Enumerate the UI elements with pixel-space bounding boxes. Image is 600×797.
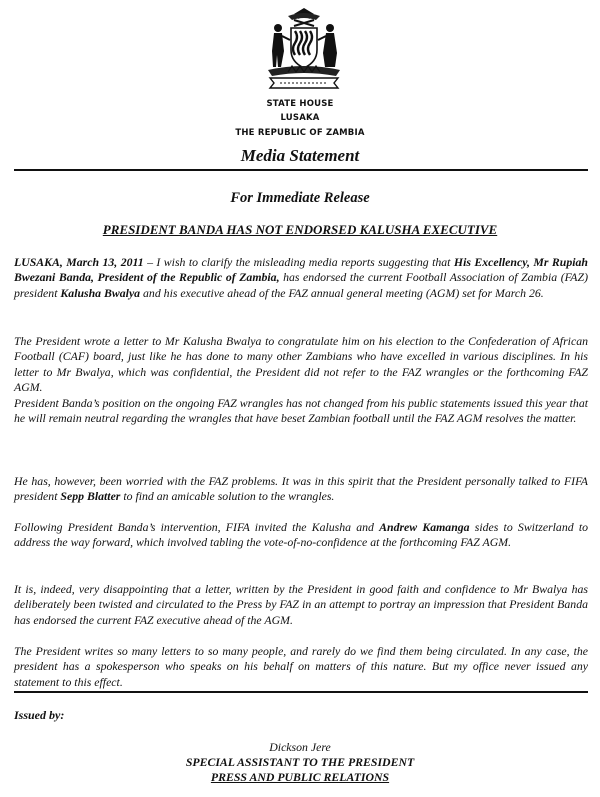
paragraph-1: LUSAKA, March 13, 2011 – I wish to clarify the misleading media reports suggesting that His Excellency, Mr Rupiah Bwezani Banda, President of the Republic of Zambia, has endorsed the current Football Association of Zambia (FAZ) president Kalusha Bwalya and his executive ahead of the FAZ annual general meeting (AGM) set for March 26.	[14, 255, 589, 300]
statement-headline: PRESIDENT BANDA HAS NOT ENDORSED KALUSHA EXECUTIVE	[102, 222, 498, 237]
release-label: For Immediate Release	[230, 190, 370, 206]
document-title: Media Statement	[240, 146, 360, 165]
signatory-position: SPECIAL ASSISTANT TO THE PRESIDENT	[185, 755, 415, 769]
country-label: THE REPUBLIC OF ZAMBIA	[235, 128, 365, 138]
signatory-department: PRESS AND PUBLIC RELATIONS	[210, 770, 390, 784]
state-house-label: STATE HOUSE	[266, 99, 334, 109]
signatory-name: Dickson Jere	[269, 740, 331, 754]
city-label: LUSAKA	[280, 113, 320, 123]
paragraph-7: The President writes so many letters to so many people, and rarely do we find them being circulated. In any case, the president has a spokesperson who speaks on his behalf on matters of this nature. But my office never issued any statement to this effect.	[14, 644, 588, 689]
dateline: LUSAKA, March 13, 2011	[14, 255, 144, 269]
paragraph-4: He has, however, been worried with the FAZ problems. It was in this spirit that the President personally talked to FIFA president Sepp Blatter to find an amicable solution to the wrangles.	[14, 474, 588, 504]
footer-divider	[14, 691, 588, 693]
paragraph-5: Following President Banda’s intervention, FIFA invited the Kalusha and Andrew Kamanga sides to Switzerland to address the way forward, which involved tabling the vote-of-no-confidence at the forthcoming FAZ AGM.	[14, 520, 588, 550]
paragraph-3: President Banda’s position on the ongoing FAZ wrangles has not changed from his public statements issued this year that he will remain neutral regarding the wrangles that have beset Zambian football until the FAZ AGM resolves the matter.	[14, 396, 588, 426]
title-divider	[14, 169, 588, 171]
president-name: His Excellency, Mr Rupiah Bwezani Banda, President of the Republic of Zambia,	[14, 255, 588, 285]
kalusha-name: Kalusha Bwalya	[60, 285, 141, 300]
paragraph-2: The President wrote a letter to Mr Kalusha Bwalya to congratulate him on his election to the Confederation of African Football (CAF) board, just like he has done to many other Zambians who have excelled in various disciplines. In his letter to Mr Bwalya, which was confidential, the President did not refer to the FAZ wrangles or the forthcoming FAZ AGM.	[14, 334, 588, 394]
blatter-name: Sepp Blatter	[60, 489, 121, 504]
paragraph-6: It is, indeed, very disappointing that a letter, written by the President in good faith and confidence to Mr Bwalya has deliberately been twisted and circulated to the Press by FAZ in an attempt to portray an impression that President Banda has endorsed the current FAZ executive ahead of the AGM.	[14, 582, 588, 627]
kamanga-name: Andrew Kamanga	[379, 520, 470, 534]
zambia-coat-of-arms-icon	[258, 6, 350, 92]
issued-by-label: Issued by:	[14, 708, 65, 722]
